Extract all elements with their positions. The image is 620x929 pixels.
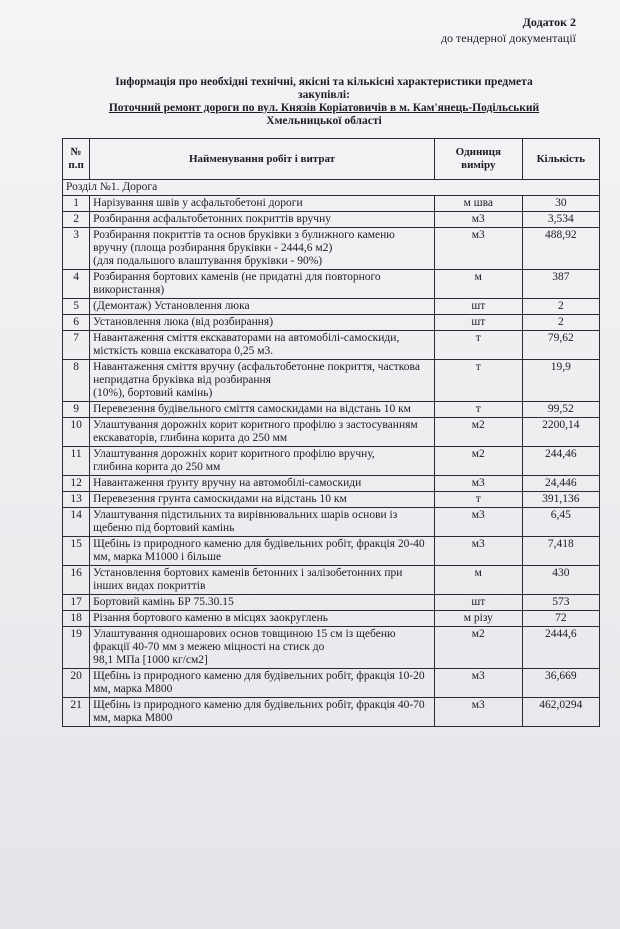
table-row (63, 196, 600, 212)
row-number: 12 (63, 476, 90, 492)
row-unit: м2 (434, 447, 522, 476)
row-number: 7 (63, 331, 90, 360)
row-quantity: 488,92 (522, 228, 599, 270)
row-unit: м3 (434, 508, 522, 537)
row-quantity: 573 (522, 595, 599, 611)
row-quantity: 30 (522, 196, 599, 212)
row-unit: м3 (434, 212, 522, 228)
row-unit: м (434, 270, 522, 299)
row-unit: шт (434, 315, 522, 331)
table-row (63, 537, 600, 566)
heading-line-2: закупівлі: (298, 89, 350, 101)
row-quantity: 462,0294 (522, 698, 599, 727)
table-row (63, 698, 600, 727)
row-work-name: Щебінь із природного каменю для будівельних робіт, фракція 40-70 мм, марка М800 (90, 698, 435, 727)
row-work-name: Розбирання бортових каменів (не придатні для повторного використання) (90, 270, 435, 299)
column-header-name: Найменування робіт і витрат (90, 139, 435, 180)
row-quantity: 7,418 (522, 537, 599, 566)
row-quantity: 79,62 (522, 331, 599, 360)
row-work-name: Улаштування одношарових основ товщиною 15 см із щебеню фракції 40-70 мм з межею міцності на стиск до 98,1 МПа [1000 кг/см2] (90, 627, 435, 669)
row-unit: м3 (434, 698, 522, 727)
row-quantity: 72 (522, 611, 599, 627)
table-header-row (63, 139, 600, 180)
row-quantity: 24,446 (522, 476, 599, 492)
row-unit: м2 (434, 627, 522, 669)
row-number: 18 (63, 611, 90, 627)
table-row (63, 492, 600, 508)
row-work-name: Улаштування дорожніх корит коритного профілю з застосуванням екскаваторів, глибина корита до 250 мм (90, 418, 435, 447)
table-row (63, 228, 600, 270)
heading-line-1: Інформація про необхідні технічні, якісні та кількісні характеристики предмета (115, 76, 533, 88)
table-row (63, 595, 600, 611)
appendix-subtitle: до тендерної документації (440, 31, 576, 45)
row-quantity: 19,9 (522, 360, 599, 402)
row-work-name: Бортовий камінь БР 75.30.15 (90, 595, 435, 611)
row-quantity: 387 (522, 270, 599, 299)
row-number: 11 (63, 447, 90, 476)
row-work-name: Щебінь із природного каменю для будівельних робіт, фракція 10-20 мм, марка М800 (90, 669, 435, 698)
row-work-name: Нарізування швів у асфальтобетоні дороги (90, 196, 435, 212)
row-number: 10 (63, 418, 90, 447)
table-row (63, 360, 600, 402)
column-header-quantity: Кількість (522, 139, 599, 180)
row-unit: шт (434, 299, 522, 315)
document-heading (64, 76, 584, 128)
row-number: 14 (63, 508, 90, 537)
table-row (63, 212, 600, 228)
table-row (63, 476, 600, 492)
row-number: 2 (63, 212, 90, 228)
row-number: 21 (63, 698, 90, 727)
row-unit: т (434, 331, 522, 360)
table-row (63, 299, 600, 315)
table-row (63, 627, 600, 669)
row-unit: м3 (434, 669, 522, 698)
table-row (63, 418, 600, 447)
row-unit: шт (434, 595, 522, 611)
row-work-name: Перевезення грунта самоскидами на відстань 10 км (90, 492, 435, 508)
column-header-unit: Одиниця виміру (434, 139, 522, 180)
row-quantity: 2 (522, 315, 599, 331)
section-row (63, 180, 600, 196)
row-quantity: 430 (522, 566, 599, 595)
row-quantity: 99,52 (522, 402, 599, 418)
row-work-name: Установлення бортових каменів бетонних і залізобетонних при інших видах покриттів (90, 566, 435, 595)
row-unit: м різу (434, 611, 522, 627)
table-row (63, 270, 600, 299)
table-row (63, 566, 600, 595)
row-work-name: Навантаження сміття вручну (асфальтобетонне покриття, часткова непридатна бруківка від розбирання (10%), бортовий камінь) (90, 360, 435, 402)
row-unit: м2 (434, 418, 522, 447)
row-quantity: 36,669 (522, 669, 599, 698)
row-unit: м шва (434, 196, 522, 212)
row-number: 16 (63, 566, 90, 595)
appendix-label (441, 14, 576, 46)
row-unit: м3 (434, 476, 522, 492)
heading-line-4: Хмельницької області (266, 115, 382, 127)
row-work-name: Різання бортового каменю в місцях заокруглень (90, 611, 435, 627)
row-work-name: (Демонтаж) Установлення люка (90, 299, 435, 315)
row-number: 8 (63, 360, 90, 402)
row-unit: т (434, 402, 522, 418)
row-quantity: 2444,6 (522, 627, 599, 669)
row-quantity: 244,46 (522, 447, 599, 476)
row-unit: м (434, 566, 522, 595)
row-work-name: Розбирання асфальтобетонних покриттів вручну (90, 212, 435, 228)
table-row (63, 315, 600, 331)
row-number: 20 (63, 669, 90, 698)
row-number: 15 (63, 537, 90, 566)
row-unit: м3 (434, 537, 522, 566)
row-work-name: Перевезення будівельного сміття самоскидами на відстань 10 км (90, 402, 435, 418)
table-row (63, 611, 600, 627)
row-quantity: 2200,14 (522, 418, 599, 447)
row-number: 4 (63, 270, 90, 299)
row-quantity: 391,136 (522, 492, 599, 508)
row-unit: м3 (434, 228, 522, 270)
row-unit: т (434, 492, 522, 508)
table-row (63, 402, 600, 418)
row-number: 13 (63, 492, 90, 508)
row-number: 17 (63, 595, 90, 611)
table-row (63, 508, 600, 537)
table-row (63, 447, 600, 476)
row-work-name: Установлення люка (від розбирання) (90, 315, 435, 331)
row-work-name: Улаштування дорожніх корит коритного профілю вручну, глибина корита до 250 мм (90, 447, 435, 476)
specification-table (62, 138, 600, 727)
row-quantity: 2 (522, 299, 599, 315)
row-number: 5 (63, 299, 90, 315)
row-number: 6 (63, 315, 90, 331)
column-header-number: № п.п (63, 139, 90, 180)
row-work-name: Навантаження сміття екскаваторами на автомобілі-самоскиди, місткість ковша екскаватора 0,25 м3. (90, 331, 435, 360)
row-work-name: Розбирання покриттів та основ бруківки з булижного каменю вручну (площа розбирання бруківки - 2444,6 м2) (для подальшого влаштування бруківки - 90%) (90, 228, 435, 270)
row-quantity: 3,534 (522, 212, 599, 228)
row-number: 19 (63, 627, 90, 669)
row-work-name: Навантаження ґрунту вручну на автомобілі-самоскиди (90, 476, 435, 492)
row-work-name: Щебінь із природного каменю для будівельних робіт, фракція 20-40 мм, марка М1000 і більше (90, 537, 435, 566)
section-title: Розділ №1. Дорога (63, 180, 600, 196)
table-row (63, 331, 600, 360)
table-row (63, 669, 600, 698)
row-quantity: 6,45 (522, 508, 599, 537)
row-number: 3 (63, 228, 90, 270)
row-unit: т (434, 360, 522, 402)
heading-line-3: Поточний ремонт дороги по вул. Князів Коріатовичів в м. Кам'янець-Подільський (108, 102, 540, 114)
appendix-title: Додаток 2 (522, 15, 576, 29)
row-number: 1 (63, 196, 90, 212)
row-work-name: Улаштування підстильних та вирівнювальних шарів основи із щебеню під бортовий камінь (90, 508, 435, 537)
row-number: 9 (63, 402, 90, 418)
